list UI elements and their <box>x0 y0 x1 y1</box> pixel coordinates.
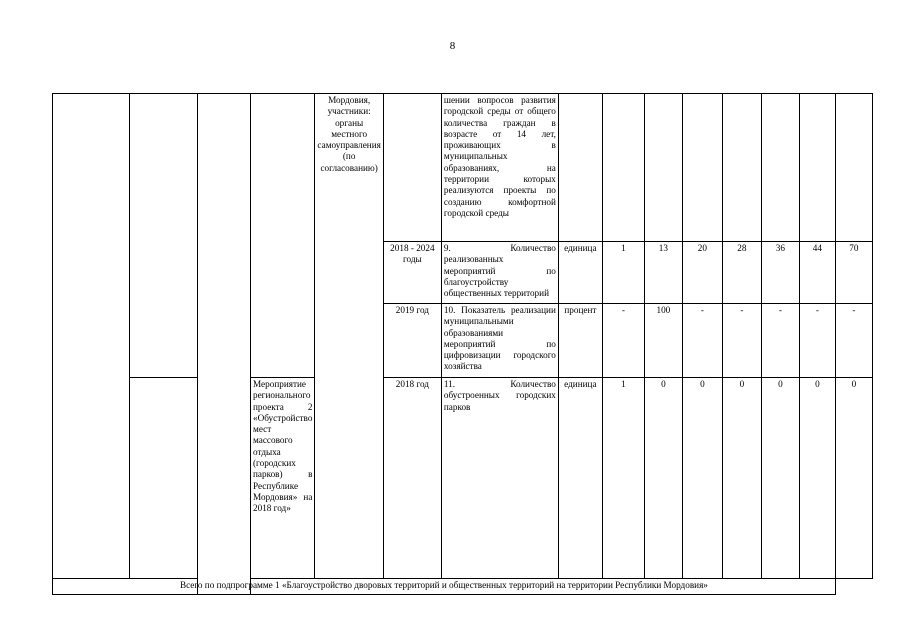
value-cell: 0 <box>682 378 722 579</box>
value-cell <box>799 94 835 242</box>
table-row <box>53 94 873 242</box>
unit-cell: единица <box>558 242 602 304</box>
unit-cell: процент <box>558 304 602 378</box>
value-cell: - <box>722 304 761 378</box>
value-cell: - <box>602 304 644 378</box>
value-cell: 1 <box>602 242 644 304</box>
value-cell <box>722 94 761 242</box>
period-cell: 2019 год <box>383 304 441 378</box>
col-3-cell <box>198 94 251 595</box>
value-cell: - <box>682 304 722 378</box>
subprogram-total-cell: Всего по подпрограмме 1 «Благоустройство дворовых территорий и общественных территорий на территории Республики Мордовия» <box>53 579 836 595</box>
col-4-cell <box>251 94 315 378</box>
value-cell: - <box>799 304 835 378</box>
unit-cell <box>558 94 602 242</box>
value-cell: 1 <box>602 378 644 579</box>
value-cell: 13 <box>644 242 682 304</box>
period-cell: 2018 год <box>383 378 441 579</box>
value-cell: 0 <box>761 378 799 579</box>
value-cell: 0 <box>722 378 761 579</box>
value-cell: 36 <box>761 242 799 304</box>
value-cell <box>602 94 644 242</box>
value-cell: 44 <box>799 242 835 304</box>
indicator-cell: 11. Количество обустроенных городских парков <box>441 378 558 579</box>
col-2-cell <box>130 378 198 579</box>
indicator-cell: шении вопросов развития городской среды от общего количества граждан в возрасте от 14 лет, проживающих в муниципальных образованиях, на территории которых реализуются проекты по созданию комфортной городской среды <box>441 94 558 242</box>
value-cell: - <box>761 304 799 378</box>
value-cell <box>835 94 872 242</box>
participants-cell: Мордовия, участники: органы местного самоуправления (по согласованию) <box>315 94 383 579</box>
value-cell <box>644 94 682 242</box>
value-cell: 20 <box>682 242 722 304</box>
table-row <box>53 378 873 579</box>
value-cell: 0 <box>835 378 872 579</box>
value-cell: 70 <box>835 242 872 304</box>
page-number: 8 <box>449 40 456 52</box>
period-cell: 2018 - 2024 годы <box>383 242 441 304</box>
period-cell <box>383 94 441 242</box>
value-cell: 0 <box>799 378 835 579</box>
value-cell <box>682 94 722 242</box>
value-cell: 0 <box>644 378 682 579</box>
value-cell: - <box>835 304 872 378</box>
col-2-cell <box>130 94 198 378</box>
program-table <box>52 93 873 595</box>
unit-cell: единица <box>558 378 602 579</box>
value-cell <box>761 94 799 242</box>
col-1-cell <box>53 94 130 579</box>
value-cell: 100 <box>644 304 682 378</box>
indicator-cell: 9. Количество реализованных мероприятий по благоустройству общественных территорий <box>441 242 558 304</box>
table-row <box>53 579 873 595</box>
measure-cell: Мероприятие регионального проекта 2 «Обустройство мест массового отдыха (городских парков) в Республике Мордовия» на 2018 год» <box>251 378 315 579</box>
indicator-cell: 10. Показатель реализации муниципальными образованиями мероприятий по цифровизации городского хозяйства <box>441 304 558 378</box>
value-cell: 28 <box>722 242 761 304</box>
